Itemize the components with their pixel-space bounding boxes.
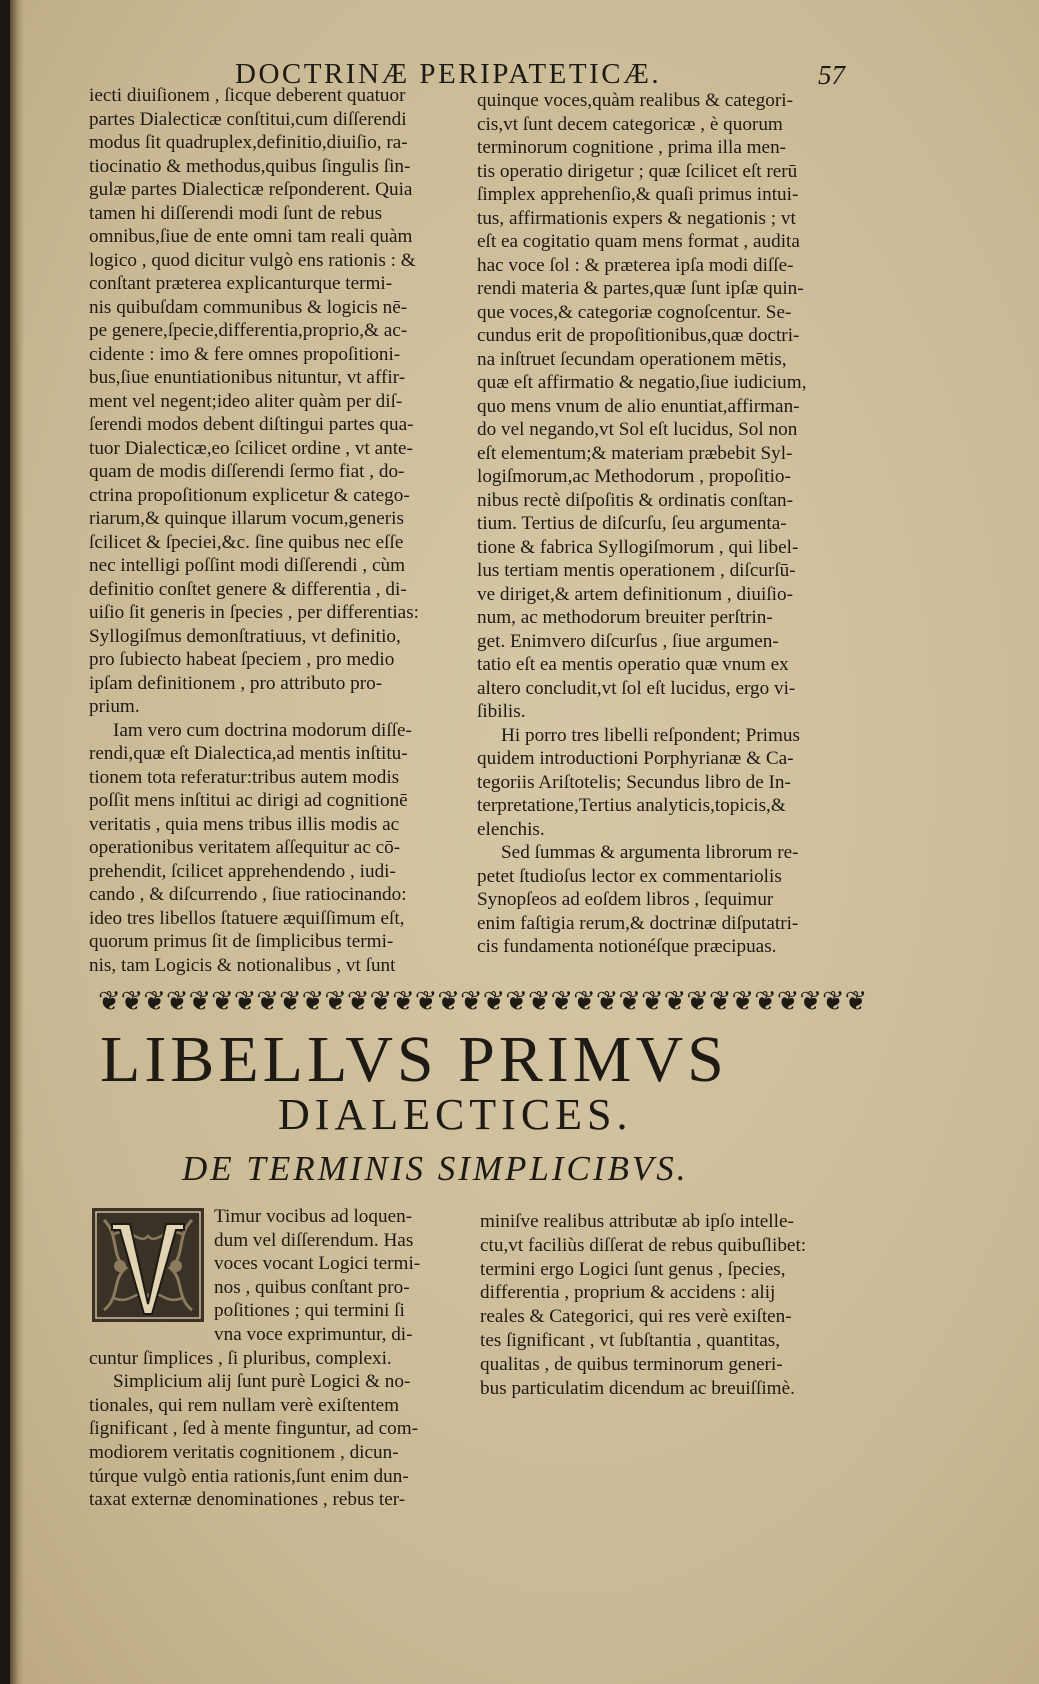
fleuron-icon: ❦: [346, 986, 370, 1016]
text-line: altero concludit,vt ſol eſt lucidus, ergo vi-: [477, 677, 796, 699]
fleuron-icon: ❦: [731, 986, 755, 1016]
fleuron-icon: ❦: [776, 986, 800, 1016]
text-line: tatio eſt ea mentis operatio quæ vnum ex: [477, 654, 789, 675]
text-line: cis fundamenta notionéſque præcipuas.: [477, 936, 777, 957]
page-fold-shadow: [10, 0, 24, 1684]
section-heading: DE TERMINIS SIMPLICIBVS.: [182, 1149, 689, 1188]
text-line: rendi materia & partes,quæ ſunt ipſæ quin-: [477, 278, 804, 299]
text-line: tamen hi diſſerendi modi ſunt de rebus: [89, 202, 383, 224]
fleuron-icon: ❦: [822, 986, 845, 1016]
text-column-right-top: [477, 89, 849, 959]
text-line: quæ eſt affirmatio & negatio,ſiue iudicium,: [477, 372, 807, 393]
text-line: quidem introductioni Porphyrianæ & Ca-: [477, 748, 794, 769]
text-line: ſignificant , ſed à mente finguntur, ad com-: [89, 1418, 419, 1440]
text-column-right-bottom: [480, 1210, 850, 1400]
text-line: veritatis , quia mens tribus illis modis ac: [89, 813, 400, 835]
book-subtitle: DIALECTICES.: [278, 1090, 633, 1139]
text-line: ve diriget,& artem definitionum , diuiſio-: [477, 583, 793, 605]
fleuron-icon: ❦: [437, 986, 460, 1016]
text-line: ment vel negent;ideo aliter quàm per diſ-: [89, 390, 403, 412]
fleuron-icon: ❦: [143, 986, 166, 1016]
book-page: [10, 0, 1039, 1684]
fleuron-icon: ❦: [369, 986, 393, 1016]
text-line: bus particulatim dicendum ac breuiſſimè.: [480, 1377, 795, 1399]
text-line: partes Dialecticæ conſtitui,cum diſſerendi: [89, 108, 407, 130]
fleuron-icon: ❦: [460, 986, 483, 1016]
text-line: qualitas , de quibus terminorum generi-: [480, 1353, 783, 1375]
running-head: DOCTRINÆ PERIPATETICÆ.: [235, 58, 662, 90]
fleuron-icon: ❦: [256, 986, 279, 1016]
fleuron-icon: ❦: [595, 986, 619, 1016]
text-line: modiorem veritatis cognitionem , dicun-: [89, 1441, 399, 1463]
text-line: eſt ea cogitatio quam mens format , audita: [477, 231, 800, 252]
text-line: tionales, qui rem nullam verè exiſtentem: [89, 1394, 400, 1416]
text-line: ctrina propoſitionum explicetur & catego-: [89, 484, 410, 506]
text-line: miniſve realibus attributæ ab ipſo intelle-: [480, 1211, 794, 1232]
fleuron-icon: ❦: [482, 986, 506, 1016]
text-line: pe genere,ſpecie,differentia,proprio,& ac-: [89, 320, 408, 341]
text-line: tuor Dialecticæ,eo ſcilicet ordine , vt ante-: [89, 437, 413, 459]
text-line: na inſtruet ſecundam operationem mētis,: [477, 348, 787, 370]
text-line: cundus erit de propoſitionibus,quæ doctri-: [477, 325, 800, 346]
text-line: voces vocant Logici termi-: [214, 1253, 421, 1275]
text-line: dum vel diſſerendum. Has: [214, 1229, 414, 1251]
text-line: logico , quod dicitur vulgò ens rationis : &: [89, 249, 416, 271]
text-line: elenchis.: [477, 818, 545, 840]
fleuron-icon: ❦: [279, 986, 302, 1016]
text-line: cis,vt ſunt decem categoricæ , è quorum: [477, 113, 783, 135]
text-line: nos , quibus conſtant pro-: [214, 1276, 410, 1298]
text-line: tus, affirmationis expers & negationis ; vt: [477, 207, 796, 229]
text-line: Iam vero cum doctrina modorum diſſe-: [113, 719, 412, 741]
fleuron-icon: ❦: [188, 986, 212, 1016]
text-line: quo mens vnum de alio enuntiat,affirman-: [477, 395, 800, 417]
text-line: Syllogiſmus demonſtratiuus, vt definitio,: [89, 625, 401, 647]
text-line: tegoriis Ariſtotelis; Secundus libro de In-: [477, 771, 791, 793]
text-column-left-top: [89, 84, 461, 977]
fleuron-icon: ❦: [324, 986, 347, 1016]
fleuron-icon: ❦: [844, 986, 868, 1016]
fleuron-icon: ❦: [392, 986, 415, 1016]
text-line: taxat externæ denominationes , rebus ter-: [89, 1489, 406, 1511]
text-line: ſimplex apprehenſio,& quaſi primus intui-: [477, 184, 799, 205]
fleuron-icon: ❦: [165, 986, 189, 1016]
text-line: do vel negando,vt Sol eſt lucidus, Sol non: [477, 419, 798, 440]
text-line: prium.: [89, 696, 140, 717]
text-line: ideo tres libellos ſtatuere æquiſſimum eſt,: [89, 907, 405, 929]
text-line: Sed ſummas & argumenta librorum re-: [501, 842, 799, 863]
text-line: enim faſtigia rerum,& doctrinæ diſputatri-: [477, 912, 799, 934]
text-line: eſt elementum;& materiam præbebit Syl-: [477, 442, 793, 464]
text-line: terpretatione,Tertius analyticis,topicis,&: [477, 795, 786, 816]
text-line: nec intelligi poſſint modi diſſerendi , cùm: [89, 555, 406, 576]
text-line: pro ſubiecto habeat ſpeciem , pro medio: [89, 649, 395, 670]
fleuron-icon: ❦: [98, 986, 121, 1016]
text-line: cando , & diſcurrendo , ſiue ratiocinando:: [89, 884, 407, 905]
text-line: gulæ partes Dialecticæ reſponderent. Quia: [89, 179, 413, 200]
text-line: tiocinatio & methodus,quibus ſingulis ſin-: [89, 155, 411, 177]
text-line: Timur vocibus ad loquen-: [214, 1206, 413, 1227]
text-line: iecti diuiſionem , ſicque deberent quatuor: [89, 85, 406, 106]
text-line: prehendit, ſcilicet apprehendendo , iudi-: [89, 860, 396, 882]
fleuron-icon: ❦: [414, 986, 438, 1016]
text-line: tione & fabrica Syllogiſmorum , qui libel-: [477, 536, 799, 558]
text-line: ſibilis.: [477, 701, 526, 722]
text-line: ctu,vt faciliùs diſſerat de rebus quibuſlibet:: [480, 1234, 807, 1256]
text-line: nibus rectè diſpoſitis & ordinatis conſtan-: [477, 489, 794, 511]
text-line: quam de modis diſſerendi ſermo fiat , do-: [89, 461, 405, 482]
text-line: definitio conſtet genere & differentia , di-: [89, 578, 407, 600]
text-line: nis quibuſdam communibus & logicis nē-: [89, 296, 408, 318]
text-line: ipſam definitionem , pro attributo pro-: [89, 672, 383, 694]
fleuron-icon: ❦: [708, 986, 732, 1016]
fleuron-icon: ❦: [754, 986, 777, 1016]
text-line: hac voce ſol : & præterea ipſa modi diſſe-: [477, 254, 794, 276]
text-line: riarum,& quinque illarum vocum,generis: [89, 508, 404, 529]
text-line: nis, tam Logicis & notionalibus , vt ſunt: [89, 954, 396, 976]
fleuron-icon: ❦: [573, 986, 596, 1016]
text-line: tes ſignificant , vt ſubſtantia , quantitas,: [480, 1329, 781, 1351]
text-column-left-bottom: [89, 1205, 439, 1512]
ornament-band: [98, 984, 868, 1018]
text-line: petet ſtudioſus lector ex commentariolis: [477, 865, 782, 887]
text-line: cuntur ſimplices , ſi pluribus, complexi.: [89, 1347, 392, 1369]
fleuron-icon: ❦: [233, 986, 257, 1016]
text-line: differentia , proprium & accidens : alij: [480, 1282, 776, 1304]
text-line: cidente : imo & fere omnes propoſitioni-: [89, 343, 401, 365]
text-line: conſtant præterea explicanturque termi-: [89, 273, 393, 294]
text-line: lus tertiam mentis operationem , diſcurſū-: [477, 560, 796, 581]
text-line: bus,ſiue enuntiationibus nituntur, vt affir-: [89, 367, 406, 388]
fleuron-icon: ❦: [550, 986, 574, 1016]
text-line: tionem tota referatur:tribus autem modis: [89, 766, 400, 788]
text-line: terminorum cognitione , prima illa men-: [477, 137, 787, 158]
text-line: uiſio ſit generis in ſpecies , per differentias:: [89, 602, 420, 623]
text-line: termini ergo Logici ſunt genus , ſpecies,: [480, 1258, 786, 1280]
text-line: Synopſeos ad eoſdem libros , ſequimur: [477, 889, 774, 910]
text-line: logiſmorum,ac Methodorum , propoſitio-: [477, 466, 791, 487]
fleuron-icon: ❦: [120, 986, 144, 1016]
text-line: Hi porro tres libelli reſpondent; Primus: [501, 724, 800, 746]
fleuron-icon: ❦: [527, 986, 551, 1016]
text-line: quinque voces,quàm realibus & categori-: [477, 90, 793, 111]
text-line: get. Enimvero diſcurſus , ſiue argumen-: [477, 630, 779, 652]
text-line: Simplicium alij ſunt purè Logici & no-: [113, 1371, 411, 1393]
text-line: ſcilicet & ſpeciei,&c. ſine quibus nec eſſe: [89, 531, 404, 553]
fleuron-icon: ❦: [301, 986, 325, 1016]
text-line: omnibus,ſiue de ente omni tam reali quàm: [89, 226, 413, 247]
fleuron-icon: ❦: [686, 986, 709, 1016]
book-title: LIBELLVS PRIMVS: [100, 1023, 728, 1096]
text-line: túrque vulgò entia rationis,ſunt enim dun-: [89, 1465, 409, 1487]
text-line: vna voce exprimuntur, di-: [214, 1323, 413, 1345]
text-line: poſitiones ; qui termini ſi: [214, 1300, 405, 1322]
text-line: modus ſit quadruplex,definitio,diuiſio, ra-: [89, 132, 408, 153]
text-line: tium. Tertius de diſcurſu, ſeu argumenta-: [477, 513, 787, 534]
text-line: reales & Categorici, qui res verè exiſten-: [480, 1306, 792, 1328]
text-line: rendi,quæ eſt Dialectica,ad mentis inſtitu-: [89, 743, 408, 764]
fleuron-icon: ❦: [799, 986, 822, 1016]
text-line: quorum primus ſit de ſimplicibus termi-: [89, 931, 394, 952]
fleuron-icon: ❦: [211, 986, 234, 1016]
text-line: que voces,& categoriæ cognoſcentur. Se-: [477, 301, 792, 323]
fleuron-icon: ❦: [663, 986, 687, 1016]
fleuron-icon: ❦: [641, 986, 664, 1016]
text-line: ſerendi modos debent diſtingui partes qua-: [89, 414, 414, 435]
text-line: tis operatio dirigetur ; quæ ſcilicet eſt rerū: [477, 160, 798, 182]
fleuron-icon: ❦: [505, 986, 528, 1016]
fleuron-icon: ❦: [618, 986, 641, 1016]
text-line: poſſit mens inſtitui ac dirigi ad cognitionē: [89, 790, 408, 811]
text-line: num, ac methodorum breuiter perſtrin-: [477, 607, 773, 628]
page-number: 57: [818, 60, 845, 90]
text-line: operationibus veritatem aſſequitur ac cō-: [89, 837, 401, 858]
